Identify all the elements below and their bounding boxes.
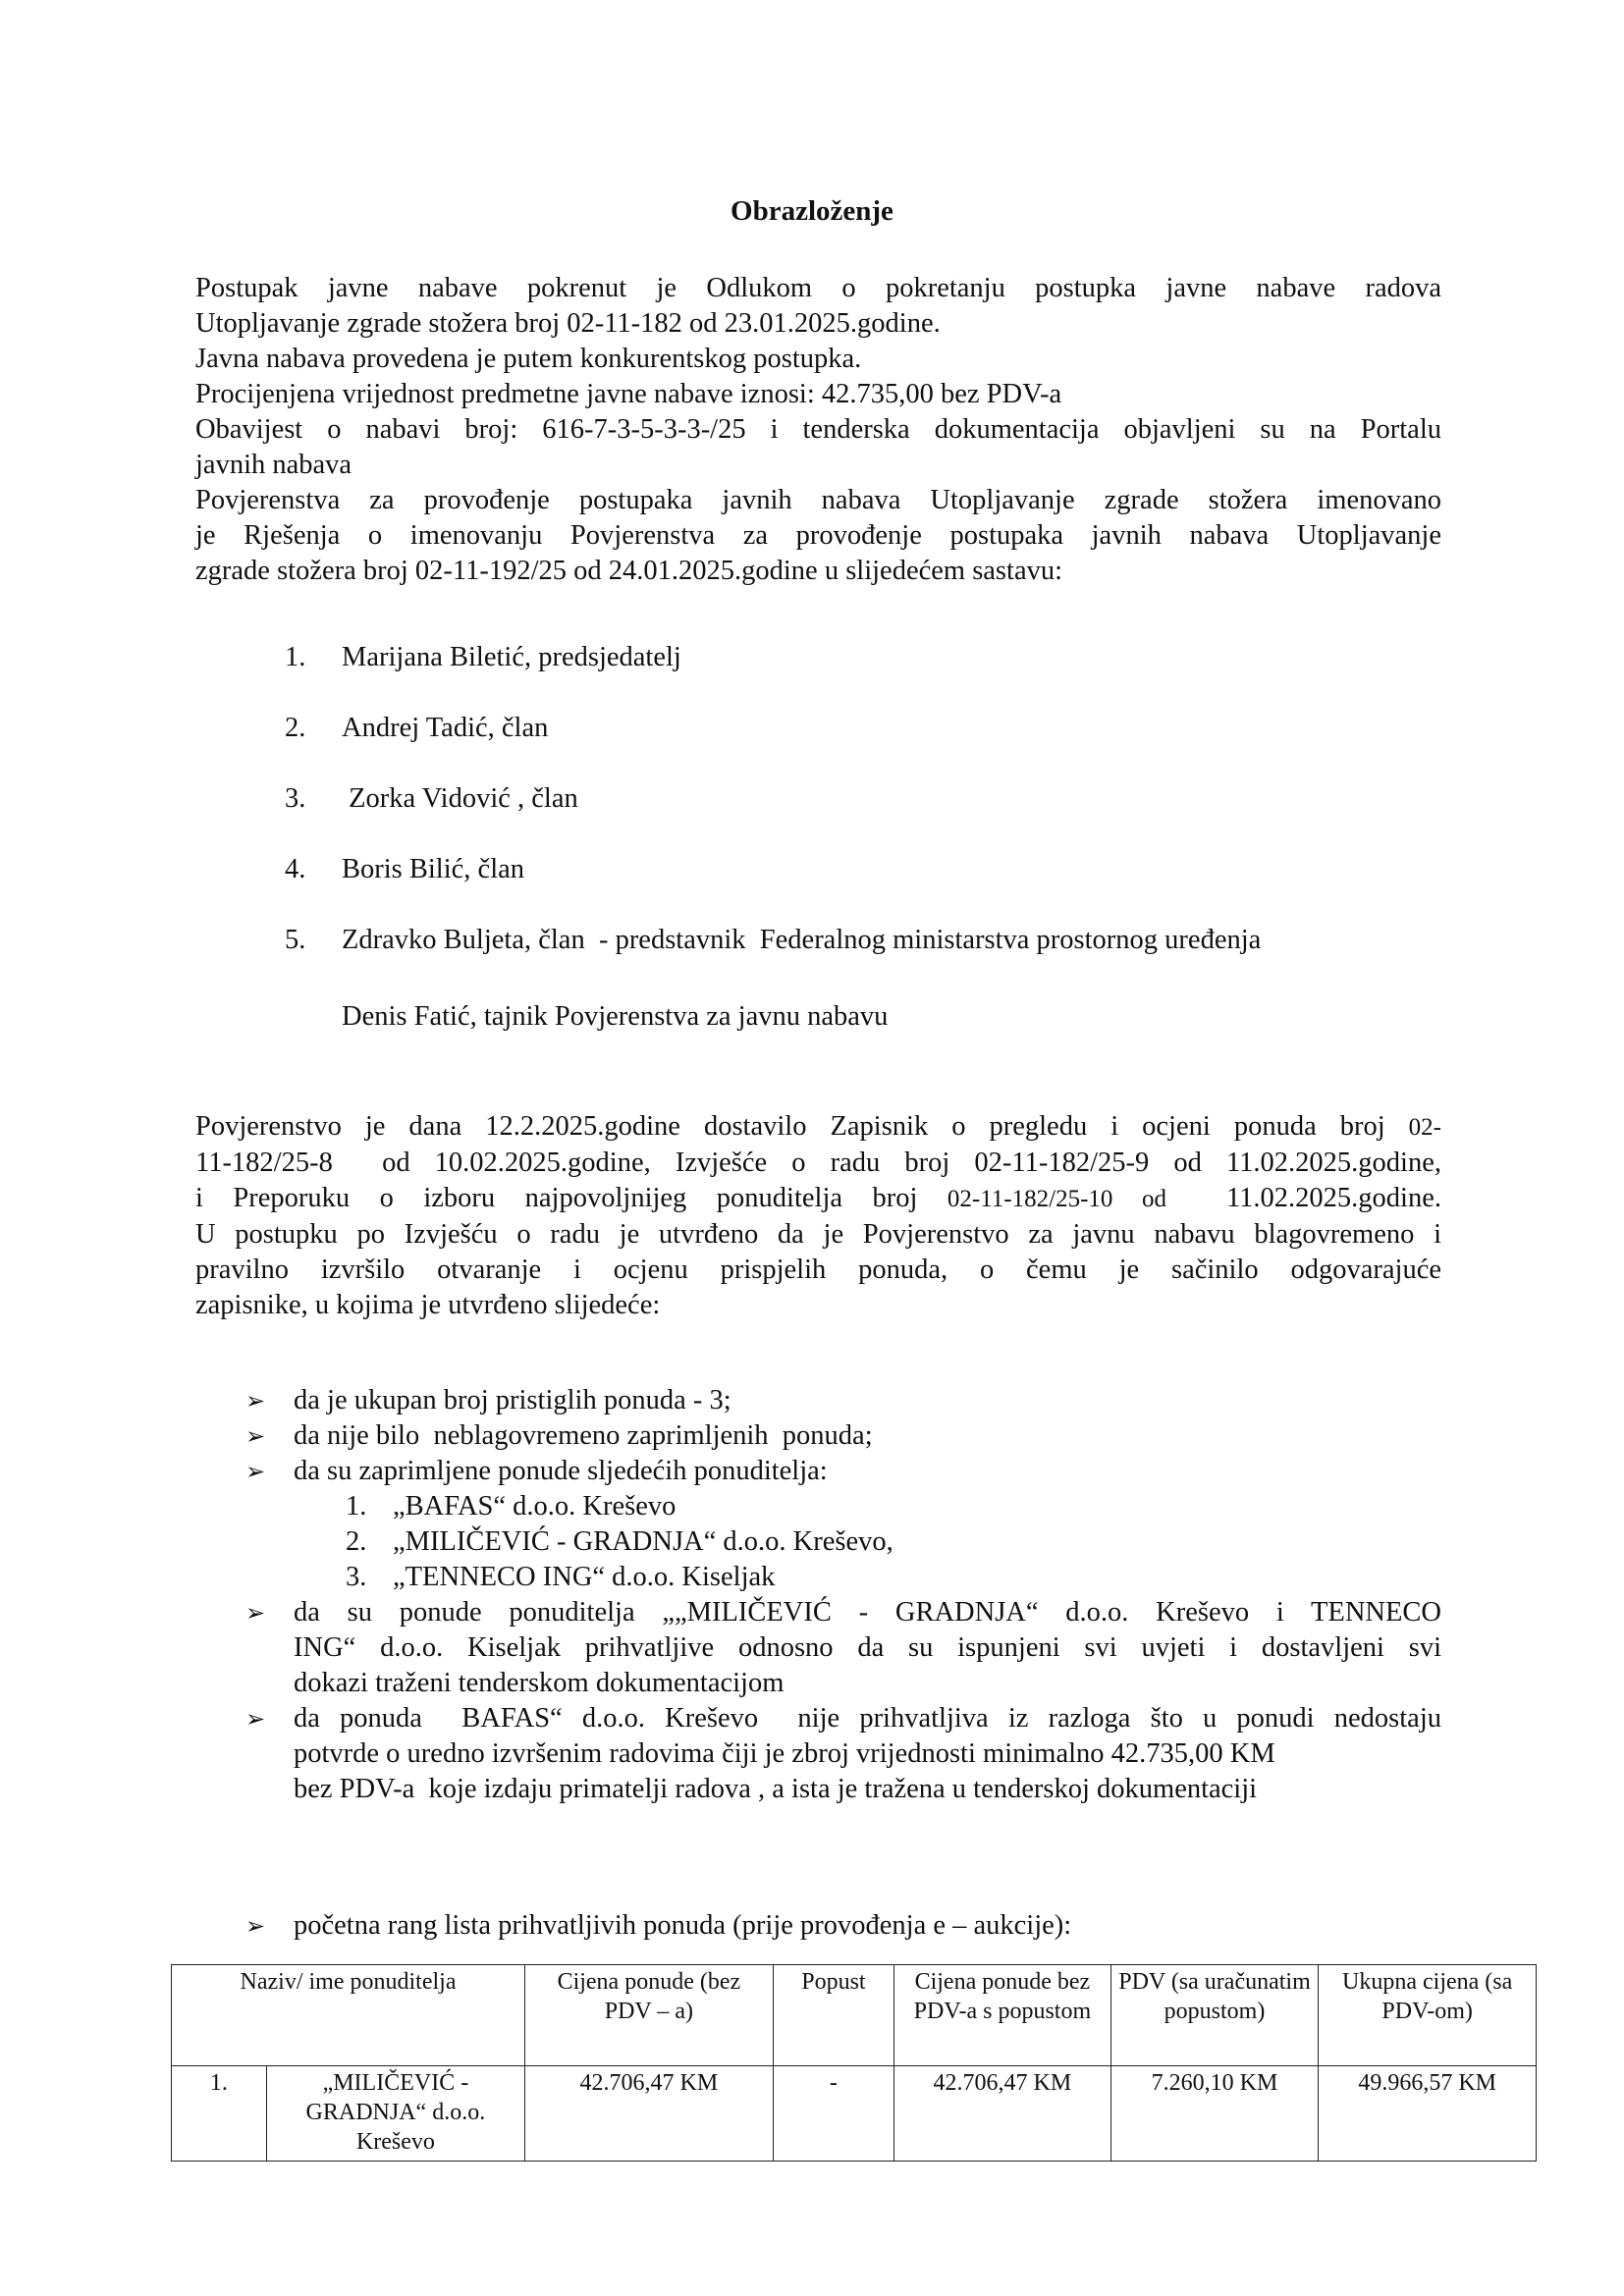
finding-item <box>245 1908 1441 1944</box>
bidder-item <box>346 1524 1441 1560</box>
member-number: 4. <box>285 854 306 884</box>
finding-text: ING“ d.o.o. Kiseljak prihvatljive odnosno da su ispunjeni svi uvjeti i dostavljeni svi <box>294 1632 1441 1663</box>
finding-item <box>245 1701 1441 1807</box>
bidder-item <box>346 1560 1441 1595</box>
price-cell: 42.706,47 KM <box>525 2066 774 2162</box>
intro-paragraph: Javna nabava provedena je putem konkurentskog postupka. <box>195 344 862 374</box>
finding-text: početna rang lista prihvatljivih ponuda (prije provođenja e – aukcije): <box>294 1910 1072 1941</box>
member-number: 3. <box>285 783 306 814</box>
arrow-bullet-icon: ➢ <box>245 1912 266 1940</box>
report-text: od 10.02.2025.godine, Izvješće o radu broj 02-11-182/25-9 od 11.02.2025.godine, <box>332 1148 1441 1178</box>
ranking-table <box>171 1964 1537 2162</box>
report-text: Povjerenstvo je dana 12.2.2025.godine dostavilo Zapisnik o pregledu i ocjeni ponuda broj <box>195 1111 1409 1142</box>
arrow-bullet-icon: ➢ <box>245 1458 266 1485</box>
vat-cell: 7.260,10 KM <box>1110 2066 1319 2162</box>
bidder-number: 2. <box>346 1526 367 1557</box>
bidders-list <box>346 1489 1441 1595</box>
intro-section <box>195 271 1441 589</box>
column-header-total: Ukupna cijena (sa PDV-om) <box>1319 1965 1537 2066</box>
committee-member <box>285 852 524 887</box>
bidder-name: „BAFAS“ d.o.o. Kreševo <box>393 1491 677 1522</box>
committee-member <box>285 640 681 675</box>
arrow-bullet-icon: ➢ <box>245 1387 266 1415</box>
member-number: 1. <box>285 642 306 672</box>
member-name: Andrej Tadić, član <box>342 713 549 743</box>
finding-text: da nije bilo neblagovremeno zaprimljenih ponuda; <box>294 1420 873 1451</box>
finding-item <box>245 1454 1441 1595</box>
finding-text: potvrde o uredno izvršenim radovima čiji je zbroj vrijednosti minimalno 42.735,00 KM <box>294 1738 1275 1769</box>
report-line: pravilno izvršilo otvaranje i ocjenu prispjelih ponuda, o čemu je sačinilo odgovarajuće <box>195 1255 1441 1285</box>
member-name: Marijana Biletić, predsjedatelj <box>342 642 681 672</box>
member-number: 5. <box>285 925 306 955</box>
finding-text: da ponuda BAFAS“ d.o.o. Kreševo nije prihvatljiva iz razloga što u ponudi nedostaju <box>294 1703 1441 1734</box>
finding-text: da su ponude ponuditelja „„MILIČEVIĆ - GRADNJA“ d.o.o. Kreševo i TENNECO <box>294 1597 1441 1628</box>
finding-text: dokazi traženi tenderskom dokumentacijom <box>294 1668 785 1698</box>
bidder-number: 1. <box>346 1491 367 1522</box>
arrow-bullet-icon: ➢ <box>245 1599 266 1627</box>
bidder-name: „TENNECO ING“ d.o.o. Kiseljak <box>393 1562 776 1592</box>
committee-secretary: Denis Fatić, tajnik Povjerenstva za javnu nabavu <box>342 1001 889 1032</box>
member-name: Boris Bilić, član <box>342 854 525 884</box>
discount-cell: - <box>773 2066 893 2162</box>
report-line: U postupku po Izvješću o radu je utvrđeno da je Povjerenstvo za javnu nabavu blagovremeno i <box>195 1219 1441 1250</box>
finding-item <box>245 1418 1441 1454</box>
row-number-cell: 1. <box>172 2066 267 2162</box>
bidder-item <box>346 1489 1441 1524</box>
intro-paragraph-line: je Rješenja o imenovanju Povjerenstva za provođenje postupaka javnih nabava Utopljavanje <box>195 520 1441 551</box>
finding-text: bez PDV-a koje izdaju primatelji radova , a ista je tražena u tenderskoj dokumentaciji <box>294 1774 1258 1804</box>
report-reference-number: 02- <box>1408 1114 1441 1141</box>
report-line <box>195 1109 1441 1146</box>
committee-member <box>285 923 1261 958</box>
report-text: i Preporuku o izboru najpovoljnijeg ponuditelja broj <box>195 1183 947 1213</box>
intro-paragraph-line: Obavijest o nabavi broj: 616-7-3-5-3-3-/25 i tenderska dokumentacija objavljeni su na Portalu <box>195 414 1441 445</box>
document-title: Obrazloženje <box>731 195 893 227</box>
report-line <box>195 1146 1441 1181</box>
finding-text: da je ukupan broj pristiglih ponuda - 3; <box>294 1385 731 1415</box>
column-header-discount: Popust <box>773 1965 893 2066</box>
bidder-number: 3. <box>346 1562 367 1592</box>
discounted-price-cell: 42.706,47 KM <box>894 2066 1111 2162</box>
finding-text: da su zaprimljene ponude sljedećih ponuditelja: <box>294 1456 828 1486</box>
intro-paragraph-line: Povjerenstva za provođenje postupaka javnih nabava Utopljavanje zgrade stožera imenovano <box>195 485 1441 515</box>
findings-list <box>245 1908 1441 1944</box>
bidder-name: „MILIČEVIĆ - GRADNJA“ d.o.o. Kreševo, <box>393 1526 893 1557</box>
intro-paragraph: Procijenjena vrijednost predmetne javne nabave iznosi: 42.735,00 bez PDV-a <box>195 379 1062 409</box>
bidder-name-cell: „MILIČEVIĆ - GRADNJA“ d.o.o. Kreševo <box>266 2066 524 2162</box>
member-name: Zorka Vidović , član <box>342 783 578 814</box>
intro-paragraph-line: Postupak javne nabave pokrenut je Odlukom o pokretanju postupka javne nabave radova <box>195 273 1441 303</box>
table-row <box>172 2066 1537 2162</box>
intro-paragraph-line: Utopljavanje zgrade stožera broj 02-11-182 od 23.01.2025.godine. <box>195 308 941 339</box>
report-text: 11-182/25-8 <box>195 1148 333 1178</box>
finding-item <box>245 1595 1441 1701</box>
report-reference-number: 02-11-182/25-10 od <box>947 1186 1167 1212</box>
column-header-vat: PDV (sa uračunatim popustom) <box>1110 1965 1319 2066</box>
intro-paragraph-line: javnih nabava <box>195 450 352 480</box>
column-header-discounted-price: Cijena ponude bez PDV-a s popustom <box>894 1965 1111 2066</box>
table-header-row <box>172 1965 1537 2066</box>
report-line: zapisnike, u kojima je utvrđeno slijedeće: <box>195 1290 661 1320</box>
committee-member <box>285 781 578 817</box>
report-text: 11.02.2025.godine. <box>1166 1183 1442 1213</box>
findings-list <box>245 1383 1441 1807</box>
arrow-bullet-icon: ➢ <box>245 1705 266 1733</box>
arrow-bullet-icon: ➢ <box>245 1422 266 1450</box>
report-section <box>195 1109 1441 1323</box>
total-cell: 49.966,57 KM <box>1319 2066 1537 2162</box>
column-header-name: Naziv/ ime ponuditelja <box>172 1965 525 2066</box>
column-header-price: Cijena ponude (bez PDV – a) <box>525 1965 774 2066</box>
finding-item <box>245 1383 1441 1418</box>
member-number: 2. <box>285 713 306 743</box>
member-name: Zdravko Buljeta, član - predstavnik Federalnog ministarstva prostornog uređenja <box>342 925 1262 955</box>
intro-paragraph-line: zgrade stožera broj 02-11-192/25 od 24.01.2025.godine u slijedećem sastavu: <box>195 556 1063 586</box>
committee-member <box>285 711 548 746</box>
report-line <box>195 1181 1441 1217</box>
